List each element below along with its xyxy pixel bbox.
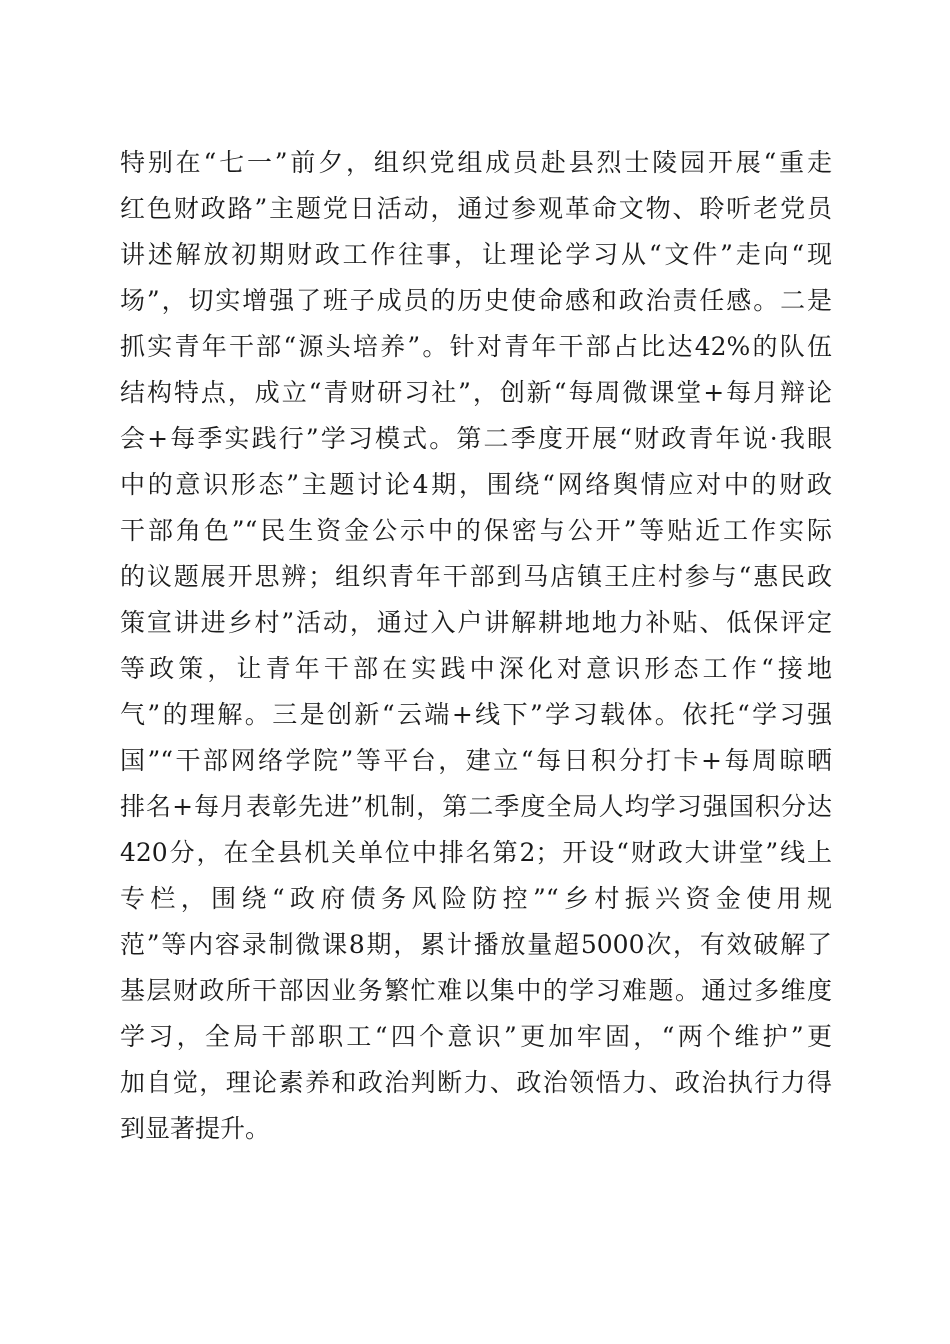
text-line: 场”，切实增强了班子成员的历史使命感和政治责任感。二是 (120, 286, 832, 315)
text-line: 红色财政路”主题党日活动，通过参观革命文物、聆听老党员 (120, 194, 832, 223)
text-line: 学习，全局干部职工“四个意识”更加牢固，“两个维护”更 (120, 1022, 832, 1051)
text-line: 气”的理解。三是创新“云端+线下”学习载体。依托“学习强 (120, 700, 832, 729)
text-line: 范”等内容录制微课8期，累计播放量超5000次，有效破解了 (120, 930, 832, 959)
text-line: 420分，在全县机关单位中排名第2；开设“财政大讲堂”线上 (120, 838, 832, 867)
text-line-final: 到显著提升。 (120, 1114, 271, 1143)
text-line: 策宣讲进乡村”活动，通过入户讲解耕地地力补贴、低保评定 (120, 608, 832, 637)
text-line: 的议题展开思辨；组织青年干部到马店镇王庄村参与“惠民政 (120, 562, 832, 591)
text-line: 特别在“七一”前夕，组织党组成员赴县烈士陵园开展“重走 (120, 148, 832, 177)
text-line: 等政策，让青年干部在实践中深化对意识形态工作“接地 (120, 654, 832, 683)
text-line: 干部角色”“民生资金公示中的保密与公开”等贴近工作实际 (120, 516, 832, 545)
text-line: 中的意识形态”主题讨论4期，围绕“网络舆情应对中的财政 (120, 470, 832, 499)
text-line: 专栏，围绕“政府债务风险防控”“乡村振兴资金使用规 (120, 884, 832, 913)
text-line: 基层财政所干部因业务繁忙难以集中的学习难题。通过多维度 (120, 976, 832, 1005)
text-line: 结构特点，成立“青财研习社”，创新“每周微课堂+每月辩论 (120, 378, 832, 407)
text-line: 会+每季实践行”学习模式。第二季度开展“财政青年说·我眼 (120, 424, 832, 453)
text-line: 抓实青年干部“源头培养”。针对青年干部占比达42%的队伍 (120, 332, 832, 361)
text-line: 排名+每月表彰先进”机制，第二季度全局人均学习强国积分达 (120, 792, 832, 821)
body-paragraph (120, 140, 832, 1152)
text-line: 国”“干部网络学院”等平台，建立“每日积分打卡+每周晾晒 (120, 746, 832, 775)
text-line: 讲述解放初期财政工作往事，让理论学习从“文件”走向“现 (120, 240, 832, 269)
text-line: 加自觉，理论素养和政治判断力、政治领悟力、政治执行力得 (120, 1068, 832, 1097)
